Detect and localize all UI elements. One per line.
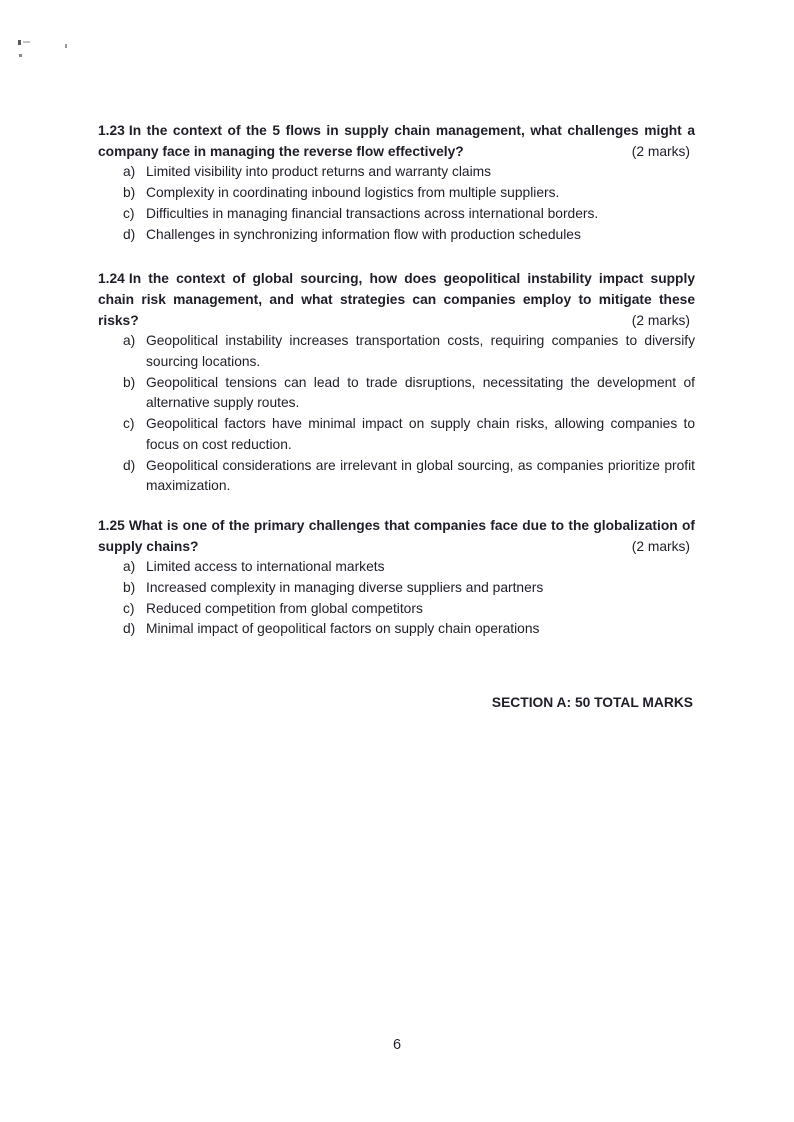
question-text: In the context of global sourcing, how does geopolitical instability impact supply chain risk management, and what strategies can companies employ to mitigate these risks? — [98, 271, 695, 328]
question-text: In the context of the 5 flows in supply chain management, what challenges might a company face in managing the reverse flow effectively? — [98, 123, 695, 159]
question-number: 1.24 — [98, 271, 125, 287]
marks-label: (2 marks) — [631, 312, 690, 328]
scan-speck — [23, 41, 30, 43]
marks-label: (2 marks) — [631, 143, 690, 159]
option-b — [98, 373, 695, 414]
option-b — [98, 183, 695, 204]
option-a — [98, 331, 695, 372]
option-text: Increased complexity in managing diverse suppliers and partners — [146, 580, 544, 596]
option-c — [98, 204, 695, 225]
options-list — [98, 331, 695, 497]
option-letter: a) — [123, 333, 136, 349]
option-text: Challenges in synchronizing information flow with production schedules — [146, 226, 581, 242]
option-letter: c) — [123, 205, 135, 221]
option-letter: c) — [123, 600, 135, 616]
option-text: Complexity in coordinating inbound logistics from multiple suppliers. — [146, 185, 560, 201]
option-text: Geopolitical tensions can lead to trade disruptions, necessitating the development of alternative supply routes. — [146, 374, 695, 411]
question-number: 1.25 — [98, 517, 125, 533]
option-c — [98, 599, 695, 620]
question-heading — [98, 269, 695, 331]
option-d — [98, 456, 695, 497]
question-1-25 — [98, 516, 695, 640]
scan-speck — [19, 54, 22, 57]
option-b — [98, 578, 695, 599]
option-letter: b) — [123, 185, 136, 201]
option-text: Minimal impact of geopolitical factors on supply chain operations — [146, 621, 540, 637]
page-content — [98, 121, 695, 714]
option-letter: d) — [123, 457, 136, 473]
question-1-23 — [98, 121, 695, 245]
option-letter: a) — [123, 164, 136, 180]
option-c — [98, 414, 695, 455]
question-text: What is one of the primary challenges that companies face due to the globalization of supply chains? — [98, 517, 695, 554]
option-text: Reduced competition from global competitors — [146, 600, 423, 616]
option-letter: d) — [123, 621, 136, 637]
question-heading — [98, 516, 695, 557]
option-a — [98, 162, 695, 183]
option-letter: a) — [123, 559, 136, 575]
options-list — [98, 557, 695, 640]
options-list — [98, 162, 695, 245]
marks-label: (2 marks) — [631, 538, 690, 554]
option-text: Difficulties in managing financial transactions across international borders. — [146, 205, 599, 221]
option-letter: b) — [123, 580, 136, 596]
page-number: 6 — [392, 1037, 402, 1053]
option-a — [98, 557, 695, 578]
scan-speck — [18, 40, 21, 45]
option-letter: c) — [123, 416, 135, 432]
option-text: Limited access to international markets — [146, 559, 385, 575]
question-heading — [98, 121, 695, 162]
option-d — [98, 619, 695, 640]
question-number: 1.23 — [98, 123, 125, 138]
option-letter: d) — [123, 226, 136, 242]
scan-speck — [65, 44, 67, 48]
option-letter: b) — [123, 374, 136, 390]
option-text: Geopolitical factors have minimal impact on supply chain risks, allowing companies to focus on cost reduction. — [146, 416, 695, 452]
question-1-24 — [98, 269, 695, 497]
option-text: Geopolitical instability increases transportation costs, requiring companies to diversify sourcing locations. — [146, 333, 695, 370]
option-d — [98, 225, 695, 246]
section-total-marks: SECTION A: 50 TOTAL MARKS — [491, 695, 693, 711]
option-text: Geopolitical considerations are irrelevant in global sourcing, as companies prioritize profit maximization. — [146, 457, 695, 494]
option-text: Limited visibility into product returns and warranty claims — [146, 164, 492, 180]
